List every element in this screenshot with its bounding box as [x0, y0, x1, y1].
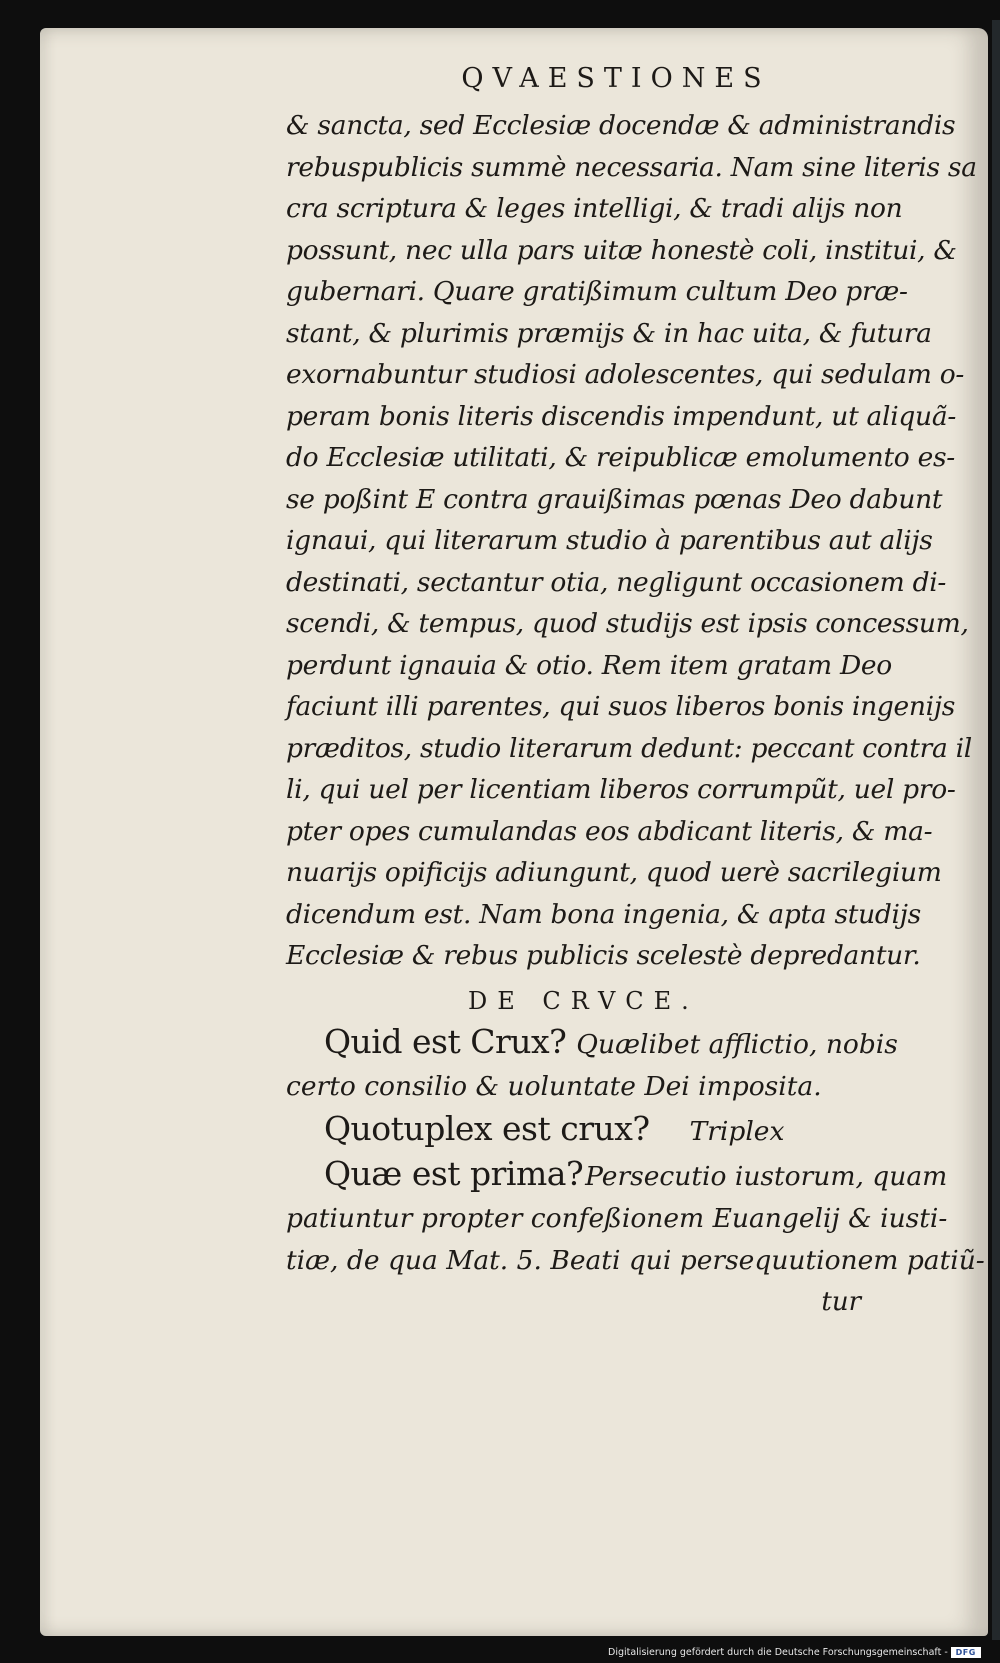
qa-line — [286, 1021, 931, 1066]
question-text: Quæ est prima? — [324, 1153, 584, 1193]
body-line: Ecclesiæ & rebus publicis scelestè depredantur. — [286, 940, 921, 971]
body-line: destinati, sectantur otia, negligunt occasionem di- — [286, 566, 947, 598]
running-head: QVAESTIONES — [461, 63, 771, 94]
book-board-edge — [992, 20, 1000, 1640]
body-line: stant, & plurimis præmijs & in hac uita, & futura — [286, 317, 932, 349]
body-line: possunt, nec ulla pars uitæ honestè coli, institui, & — [286, 234, 957, 266]
body-line: ignaui, qui literarum studio à parentibus aut alijs — [286, 525, 933, 556]
catchword: tur — [821, 1286, 861, 1317]
body-line: rebuspublicis summè necessaria. Nam sine literis sa — [286, 151, 977, 183]
body-line: pter opes cumulandas eos abdicant literis, & ma- — [286, 815, 933, 847]
body-line: dicendum est. Nam bona ingenia, & apta studijs — [286, 898, 921, 930]
answer-text: Persecutio iustorum, quam — [585, 1160, 948, 1192]
body-line: cra scriptura & leges intelligi, & tradi alijs non — [286, 193, 903, 224]
qa-line — [286, 1108, 931, 1153]
answer-text: Quælibet afflictio, nobis — [576, 1028, 898, 1060]
body-line: scendi, & tempus, quod studijs est ipsis concessum, — [286, 608, 969, 639]
body-line: do Ecclesiæ utilitati, & reipublicæ emolumento es- — [286, 442, 955, 473]
qa-continuation-line: tiæ, de qua Mat. 5. Beati qui persequutionem patiũ- — [286, 1244, 985, 1276]
body-line: nuarijs opificijs adiungunt, quod uerè sacrilegium — [286, 857, 942, 888]
body-line: & sancta, sed Ecclesiæ docendæ & administrandis — [286, 110, 956, 141]
dfg-logo: DFG — [951, 1647, 981, 1658]
body-line: li, qui uel per licentiam liberos corrumpũt, uel pro- — [286, 774, 956, 805]
footer-credit-text: Digitalisierung gefördert durch die Deutsche Forschungsgemeinschaft - — [608, 1647, 948, 1658]
question-text: Quotuplex est crux? — [324, 1108, 650, 1148]
question-text: Quid est Crux? — [324, 1021, 567, 1061]
body-line: præditos, studio literarum dedunt: peccant contra il — [286, 732, 972, 764]
body-line: faciunt illi parentes, qui suos liberos bonis ingenijs — [286, 691, 956, 722]
qa-line — [286, 1153, 948, 1198]
digitization-footer — [608, 1646, 981, 1660]
body-line: peram bonis literis discendis impendunt, ut aliquã- — [286, 400, 956, 432]
body-line: perdunt ignauia & otio. Rem item gratam Deo — [286, 649, 892, 681]
body-line: exornabuntur studiosi adolescentes, qui sedulam o- — [286, 359, 965, 390]
answer-text: Triplex — [689, 1115, 785, 1147]
section-title: DE CRVCE. — [468, 986, 699, 1015]
body-line: se poßint E contra grauißimas pœnas Deo dabunt — [286, 483, 943, 515]
qa-continuation-line: patiuntur propter confeßionem Euangelij & iusti- — [286, 1202, 948, 1234]
qa-continuation-line: certo consilio & uoluntate Dei imposita. — [286, 1070, 822, 1102]
body-line: gubernari. Quare gratißimum cultum Deo præ- — [286, 276, 908, 307]
page-text-block — [286, 63, 985, 1322]
